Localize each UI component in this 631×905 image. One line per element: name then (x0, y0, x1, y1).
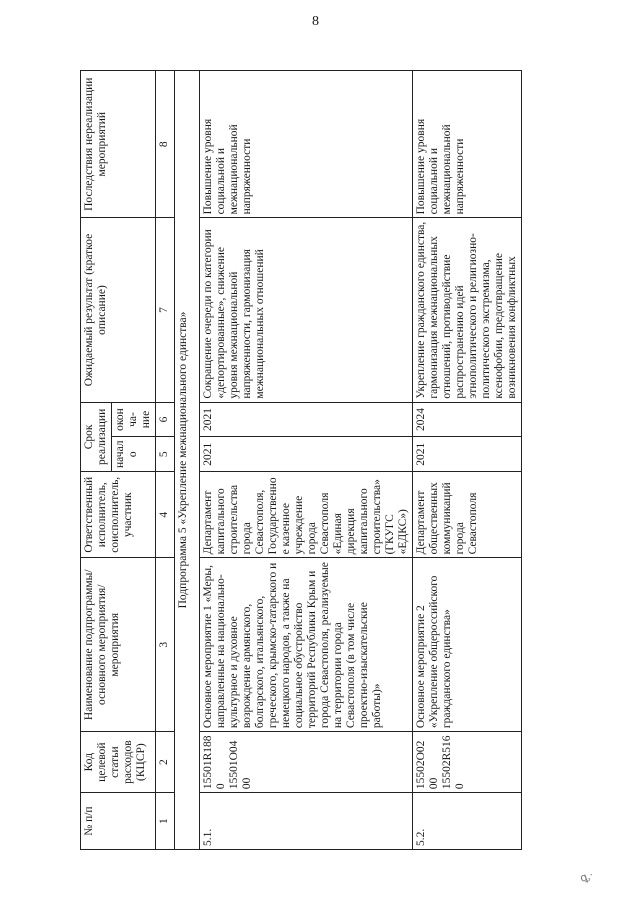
row-consequences: Повышение уровня социальной и межнациональной напряженности (412, 71, 521, 218)
row-name: Основное мероприятие 2 «Укрепление общероссийского гражданского единства» (412, 558, 521, 732)
col-number: 8 (155, 71, 174, 218)
header-code: Код целевой статьи расходов (КЦСР) (81, 732, 156, 793)
col-number: 3 (155, 558, 174, 732)
row-name: Основное мероприятие 1 «Меры, направленные на национально-культурное и духовное возрождение армянского, болгарского, итальянского, греческого, крымско-татарского и немецкого народов, а также на социальное обустройство территорий Республики Крым и города Севастополя, реализуемые на территории города Севастополя (в том числе проектно-изыскательские работы)» (199, 558, 412, 732)
col-number: 6 (155, 402, 174, 437)
row-start: 2021 (412, 437, 521, 472)
row-consequences: Повышение уровня социальной и межнациональной напряженности (199, 71, 412, 218)
page-number: 8 (312, 14, 319, 29)
row-end: 2024 (412, 402, 521, 437)
table-row (412, 71, 521, 850)
handwritten-mark: ꝗ,· (578, 869, 596, 885)
col-number: 2 (155, 732, 174, 793)
header-row-1 (81, 71, 112, 850)
table-row (199, 71, 412, 850)
row-executor: Департамент общественных коммуникаций города Севастополя (412, 472, 521, 558)
row-num: 5.2. (412, 793, 521, 850)
measures-table (80, 70, 522, 850)
subprogram-row (174, 71, 199, 850)
subprogram-title: Подпрограмма 5 «Укрепление межнационального единства» (174, 71, 199, 850)
header-start: начало (111, 437, 155, 472)
col-number: 1 (155, 793, 174, 850)
header-executor: Ответственный исполнитель, соисполнитель, участник (81, 472, 156, 558)
header-end: оконча-ние (111, 402, 155, 437)
header-consequences: Последствия нереализации мероприятий (81, 71, 156, 218)
row-code: 15501R1880 15501O0400 (199, 732, 412, 793)
row-end: 2021 (199, 402, 412, 437)
header-term: Срок реализации (81, 402, 112, 471)
col-number: 7 (155, 218, 174, 402)
row-start: 2021 (199, 437, 412, 472)
column-numbers-row (155, 71, 174, 850)
row-executor: Департамент капитального строительства города Севастополя, Государственное казенное учреждение города Севастополя «Единая дирекция капитального строительства» (ГКУГС «ЕДКС») (199, 472, 412, 558)
header-result: Ожидаемый результат (краткое описание) (81, 218, 156, 402)
header-num: № п/п (81, 793, 156, 850)
row-result: Укрепление гражданского единства, гармонизация межнациональных отношений, противодействие распространению идей этнополитического и религиозно-политического экстремизма, ксенофобии, предотвращение возникновения конфликтных (412, 218, 521, 402)
rotated-table-container (80, 70, 620, 850)
row-code: 15502O0200 15502R5160 (412, 732, 521, 793)
col-number: 4 (155, 472, 174, 558)
row-result: Сокращение очереди по категории «депортированные», снижение уровня межнациональной напряженности, гармонизация межнациональных отношений (199, 218, 412, 402)
header-name: Наименование подпрограммы/ основного мероприятия/ мероприятия (81, 558, 156, 732)
col-number: 5 (155, 437, 174, 472)
row-num: 5.1. (199, 793, 412, 850)
